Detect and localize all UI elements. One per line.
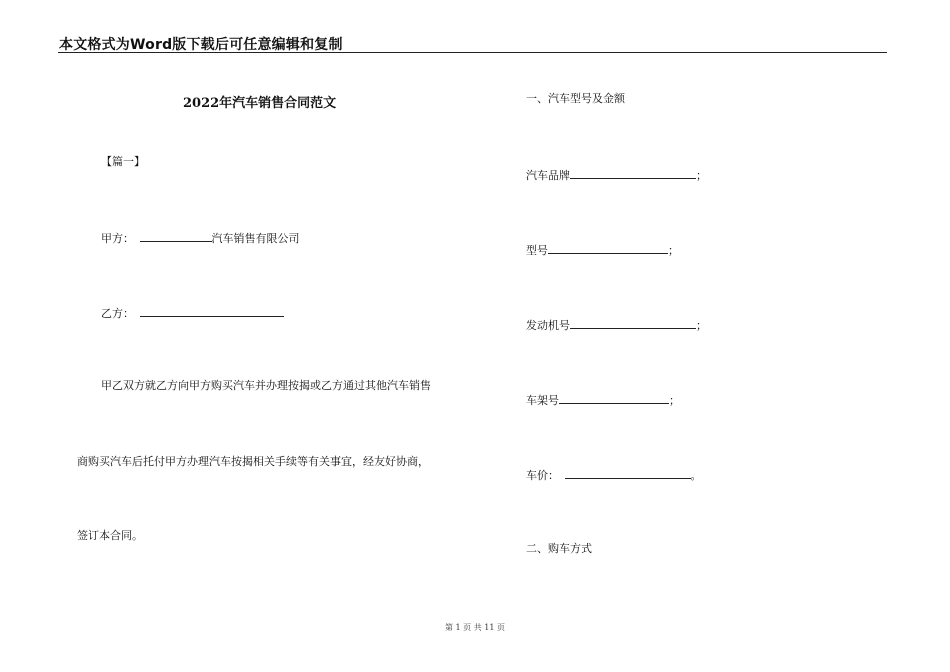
model-blank[interactable] [548, 242, 668, 254]
frame-end: ； [669, 394, 680, 407]
paragraph-line-2: 商购买汽车后托付甲方办理汽车按揭相关手续等有关事宜，经友好协商， [77, 455, 429, 468]
party-b-blank[interactable] [140, 305, 284, 317]
model-line [526, 242, 679, 258]
price-label: 车价： [526, 469, 559, 482]
brand-label: 汽车品牌 [526, 169, 570, 182]
party-a-line [101, 230, 300, 246]
brand-blank[interactable] [570, 167, 696, 179]
document-header: 本文格式为Word版下载后可任意编辑和复制 [59, 37, 343, 53]
party-a-blank[interactable] [140, 230, 212, 242]
price-line [526, 467, 702, 483]
party-b-label: 乙方： [101, 307, 134, 320]
engine-line [526, 317, 707, 333]
price-blank[interactable] [565, 467, 691, 479]
heading-purchase-method: 二、购车方式 [526, 542, 592, 555]
model-label: 型号 [526, 244, 548, 257]
brand-end: ； [696, 169, 707, 182]
party-a-suffix: 汽车销售有限公司 [211, 232, 300, 245]
header-divider [58, 52, 887, 53]
party-a-label: 甲方： [101, 232, 134, 245]
engine-label: 发动机号 [526, 319, 570, 332]
section-label: 【篇一】 [101, 155, 145, 168]
frame-blank[interactable] [559, 392, 669, 404]
frame-line [526, 392, 680, 408]
engine-end: ； [696, 319, 707, 332]
paragraph-line-3: 签订本合同。 [77, 529, 143, 542]
model-end: ； [668, 244, 679, 257]
frame-label: 车架号 [526, 394, 559, 407]
brand-line [526, 167, 707, 183]
paragraph-line-1: 甲乙双方就乙方向甲方购买汽车并办理按揭或乙方通过其他汽车销售 [101, 379, 431, 392]
document-title: 2022年汽车销售合同范文 [183, 96, 337, 111]
heading-vehicle-model: 一、汽车型号及金额 [526, 92, 625, 105]
price-end: 。 [690, 469, 702, 482]
page-footer: 第 1 页 共 11 页 [445, 623, 505, 632]
party-b-line [101, 305, 284, 321]
engine-blank[interactable] [570, 317, 696, 329]
